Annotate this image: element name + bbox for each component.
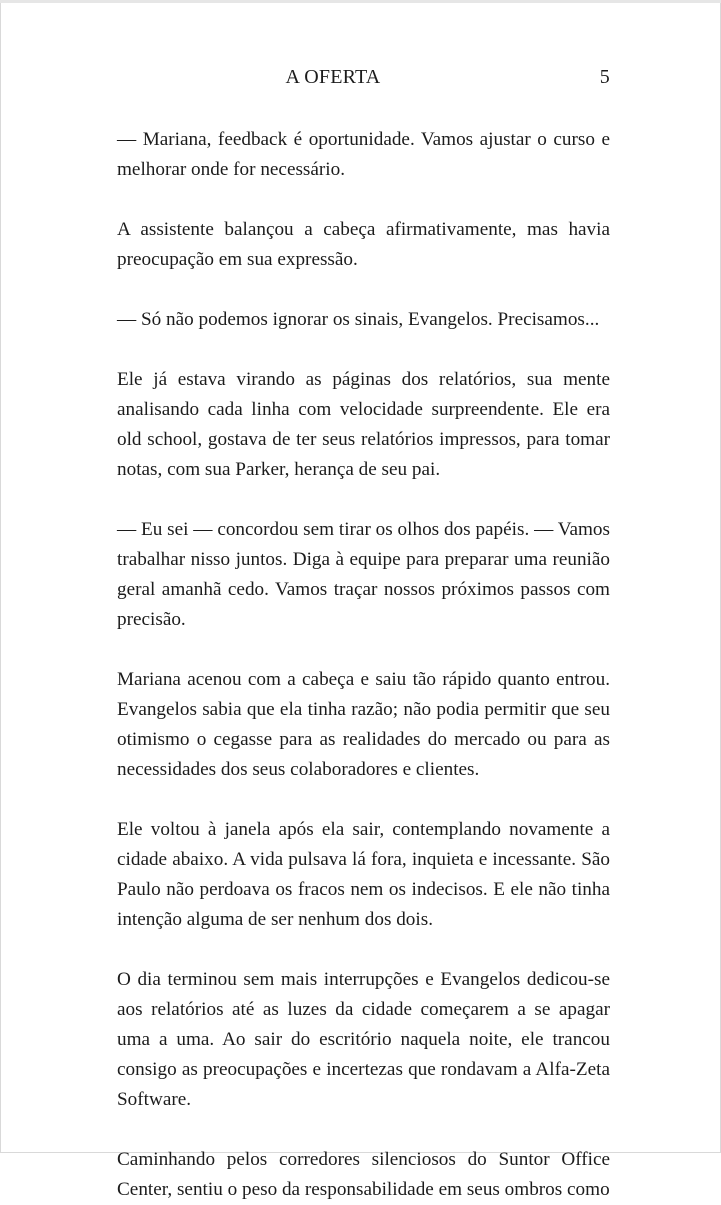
- page-number: 5: [599, 66, 610, 88]
- paragraph: O dia terminou sem mais interrupções e Evangelos dedicou-se aos relatórios até as luzes da cidade começarem a se apagar uma a uma. Ao sair do escritório naquela noite, ele trancou consigo as preocupações e incertezas que rondavam a Alfa-Zeta Software.: [117, 969, 610, 1110]
- body-text: [117, 125, 610, 1205]
- chapter-title: A OFERTA: [285, 66, 381, 88]
- paragraph: — Só não podemos ignorar os sinais, Evangelos. Precisamos...: [117, 309, 600, 330]
- page-top-edge: [0, 0, 721, 3]
- paragraph: Ele já estava virando as páginas dos relatórios, sua mente analisando cada linha com velocidade surpreendente. Ele era old school, gostava de ter seus relatórios impressos, para tomar notas, com sua Parker, herança de seu pai.: [117, 369, 610, 480]
- paragraph: Mariana acenou com a cabeça e saiu tão rápido quanto entrou. Evangelos sabia que ela tinha razão; não podia permitir que seu otimismo o cegasse para as realidades do mercado ou para as necessidades dos seus colaboradores e clientes.: [117, 669, 610, 780]
- running-header: [0, 66, 721, 94]
- paragraph: Caminhando pelos corredores silenciosos do Suntor Office Center, sentiu o peso da responsabilidade em seus ombros como: [117, 1149, 610, 1200]
- paragraph: A assistente balançou a cabeça afirmativamente, mas havia preocupação em sua expressão.: [117, 219, 610, 270]
- paragraph: — Eu sei — concordou sem tirar os olhos dos papéis. — Vamos trabalhar nisso juntos. Diga à equipe para preparar uma reunião geral amanhã cedo. Vamos traçar nossos próximos passos com precisão.: [117, 519, 610, 630]
- paragraph: — Mariana, feedback é oportunidade. Vamos ajustar o curso e melhorar onde for necessário.: [117, 129, 610, 180]
- paragraph: Ele voltou à janela após ela sair, contemplando novamente a cidade abaixo. A vida pulsava lá fora, inquieta e incessante. São Paulo não perdoava os fracos nem os indecisos. E ele não tinha intenção alguma de ser nenhum dos dois.: [117, 819, 610, 930]
